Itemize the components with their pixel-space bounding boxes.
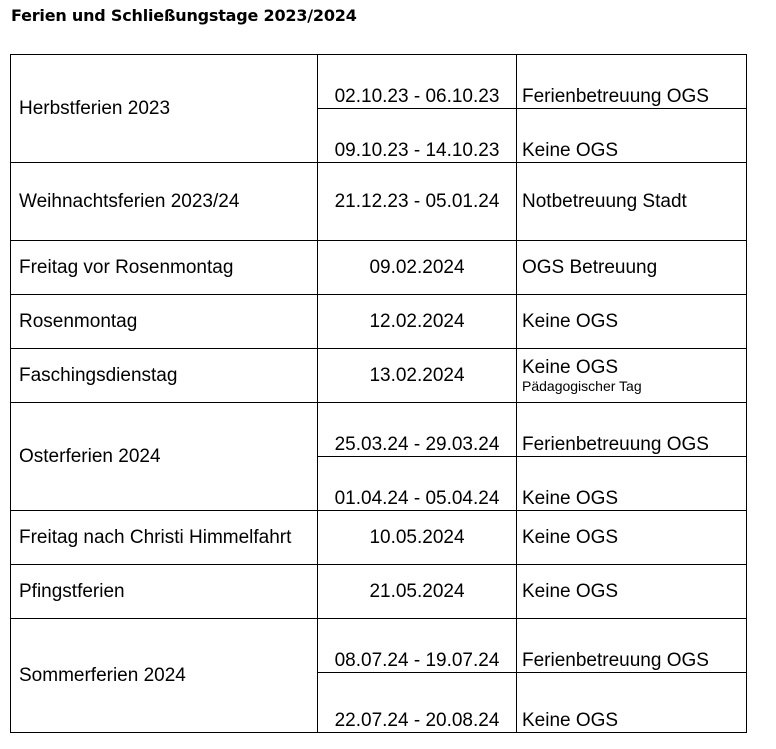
holiday-name-cell: Freitag vor Rosenmontag [11, 241, 318, 295]
holiday-name-cell: Osterferien 2024 [11, 403, 318, 511]
note-main-text: Keine OGS [522, 356, 619, 378]
date-cell: 21.12.23 - 05.01.24 [318, 163, 517, 241]
note-cell: Keine OGS [517, 511, 747, 565]
note-cell: Ferienbetreuung OGS [517, 619, 747, 673]
table-row [11, 511, 747, 565]
table-row [11, 403, 747, 457]
holiday-table [10, 54, 747, 733]
holiday-name-cell: Weihnachtsferien 2023/24 [11, 163, 318, 241]
note-cell: Keine OGS [517, 295, 747, 349]
note-cell: Keine OGS [517, 109, 747, 163]
date-cell: 25.03.24 - 29.03.24 [318, 403, 517, 457]
note-cell: Ferienbetreuung OGS [517, 55, 747, 109]
table-row [11, 241, 747, 295]
date-cell: 09.10.23 - 14.10.23 [318, 109, 517, 163]
date-cell: 22.07.24 - 20.08.24 [318, 673, 517, 733]
table-row [11, 295, 747, 349]
date-cell: 10.05.2024 [318, 511, 517, 565]
holiday-name-cell: Faschingsdienstag [11, 349, 318, 403]
note-cell: OGS Betreuung [517, 241, 747, 295]
date-cell: 21.05.2024 [318, 565, 517, 619]
note-sub-text: Pädagogischer Tag [522, 377, 642, 394]
table-row [11, 55, 747, 109]
holiday-name-cell: Pfingstferien [11, 565, 318, 619]
note-cell: Keine OGS [517, 565, 747, 619]
date-cell: 01.04.24 - 05.04.24 [318, 457, 517, 511]
holiday-name-cell: Sommerferien 2024 [11, 619, 318, 733]
note-cell: Notbetreuung Stadt [517, 163, 747, 241]
date-cell: 09.02.2024 [318, 241, 517, 295]
date-cell: 12.02.2024 [318, 295, 517, 349]
note-cell: Ferienbetreuung OGS [517, 403, 747, 457]
date-cell: 08.07.24 - 19.07.24 [318, 619, 517, 673]
page-title: Ferien und Schließungstage 2023/2024 [11, 6, 357, 25]
note-cell: Keine OGS [517, 673, 747, 733]
note-cell [517, 349, 747, 403]
date-cell: 02.10.23 - 06.10.23 [318, 55, 517, 109]
table-row [11, 349, 747, 403]
holiday-name-cell: Herbstferien 2023 [11, 55, 318, 163]
date-cell: 13.02.2024 [318, 349, 517, 403]
table-row [11, 619, 747, 673]
note-cell: Keine OGS [517, 457, 747, 511]
holiday-name-cell: Rosenmontag [11, 295, 318, 349]
table-row [11, 565, 747, 619]
table-row [11, 163, 747, 241]
holiday-name-cell: Freitag nach Christi Himmelfahrt [11, 511, 318, 565]
